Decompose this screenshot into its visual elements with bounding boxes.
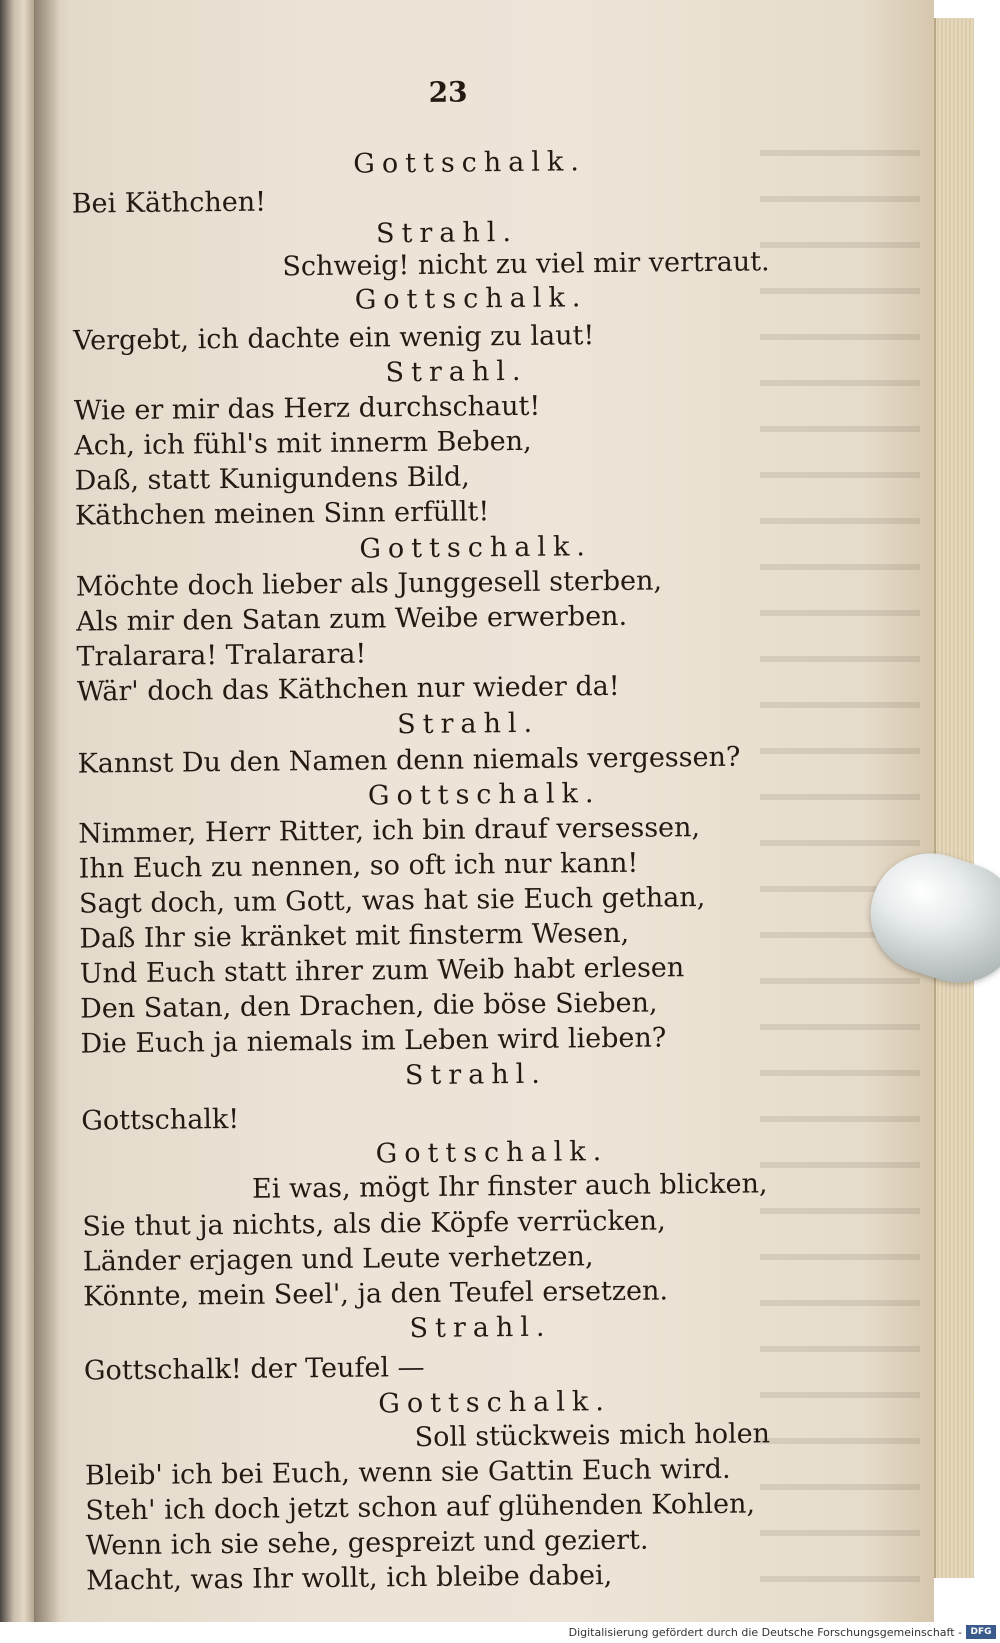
verse-line: Vergebt, ich dachte ein wenig zu laut! — [73, 320, 595, 357]
speaker-heading: Gottschalk. — [359, 531, 593, 565]
verse-line: Gottschalk! der Teufel — — [83, 1351, 425, 1387]
speaker-heading: Gottschalk. — [378, 1386, 612, 1420]
verse-line: Sagt doch, um Gott, was hat sie Euch gethan, — [78, 882, 706, 920]
verse-line: Ei was, mögt Ihr finster auch blicken, — [251, 1168, 768, 1205]
verse-line: Möchte doch lieber als Junggesell sterben, — [75, 565, 663, 603]
verse-line: Als mir den Satan zum Weibe erwerben. — [75, 600, 628, 638]
verse-line: Tralarara! Tralarara! — [76, 638, 367, 673]
page-number: 23 — [428, 75, 468, 109]
verse-line: Daß, statt Kunigundens Bild, — [74, 461, 470, 497]
speaker-heading: Gottschalk. — [367, 778, 601, 812]
verse-line: Ihn Euch zu nennen, so oft ich nur kann! — [78, 847, 639, 885]
verse-line: Daß Ihr sie kränket mit finsterm Wesen, — [79, 917, 630, 955]
verse-line: Bei Käthchen! — [71, 186, 267, 220]
verse-line: Bleib' ich bei Euch, wenn sie Gattin Euch wird. — [84, 1453, 731, 1492]
speaker-heading: Gottschalk. — [354, 282, 588, 316]
verse-line: Die Euch ja niemals im Leben wird lieben? — [80, 1022, 667, 1060]
verse-line: Und Euch statt ihrer zum Weib habt erlesen — [79, 952, 685, 990]
speaker-heading: Strahl. — [409, 1311, 552, 1345]
speaker-heading: Strahl. — [404, 1058, 548, 1092]
verse-line: Macht, was Ihr wollt, ich bleibe dabei, — [85, 1560, 613, 1597]
verse-line: Wie er mir das Herz durchschaut! — [73, 390, 541, 427]
verse-line: Gottschalk! — [81, 1103, 240, 1137]
verse-line: Schweig! nicht zu viel mir vertraut. — [282, 246, 770, 283]
speaker-heading: Gottschalk. — [353, 146, 587, 180]
verse-line: Wenn ich sie sehe, gespreizt und geziert. — [85, 1524, 649, 1562]
speaker-heading: Gottschalk. — [375, 1136, 609, 1170]
digitization-credit: Digitalisierung gefördert durch die Deutsche Forschungsgemeinschaft - — [568, 1626, 962, 1639]
dfg-logo: DFG — [966, 1625, 996, 1639]
verse-line: Soll stückweis mich holen — [414, 1418, 771, 1454]
verse-line: Steh' ich doch jetzt schon auf glühenden Kohlen, — [85, 1488, 756, 1527]
verse-line: Wär' doch das Käthchen nur wieder da! — [76, 670, 620, 708]
verse-line: Den Satan, den Drachen, die böse Sieben, — [80, 987, 658, 1025]
speaker-heading: Strahl. — [385, 355, 528, 389]
verse-line: Nimmer, Herr Ritter, ich bin drauf versessen, — [78, 812, 701, 850]
verse-line: Länder erjagen und Leute verhetzen, — [82, 1241, 594, 1278]
verse-line: Ach, ich fühl's mit innerm Beben, — [74, 425, 532, 462]
verse-line: Könnte, mein Seel', ja den Teufel ersetzen. — [83, 1275, 669, 1313]
verse-line: Sie thut ja nichts, als die Köpfe verrücken, — [82, 1205, 666, 1243]
speaker-heading: Strahl. — [375, 216, 519, 250]
verse-line: Kannst Du den Namen denn niemals vergessen? — [77, 741, 741, 780]
verse-line: Käthchen meinen Sinn erfüllt! — [74, 496, 490, 532]
speaker-heading: Strahl. — [397, 707, 540, 741]
